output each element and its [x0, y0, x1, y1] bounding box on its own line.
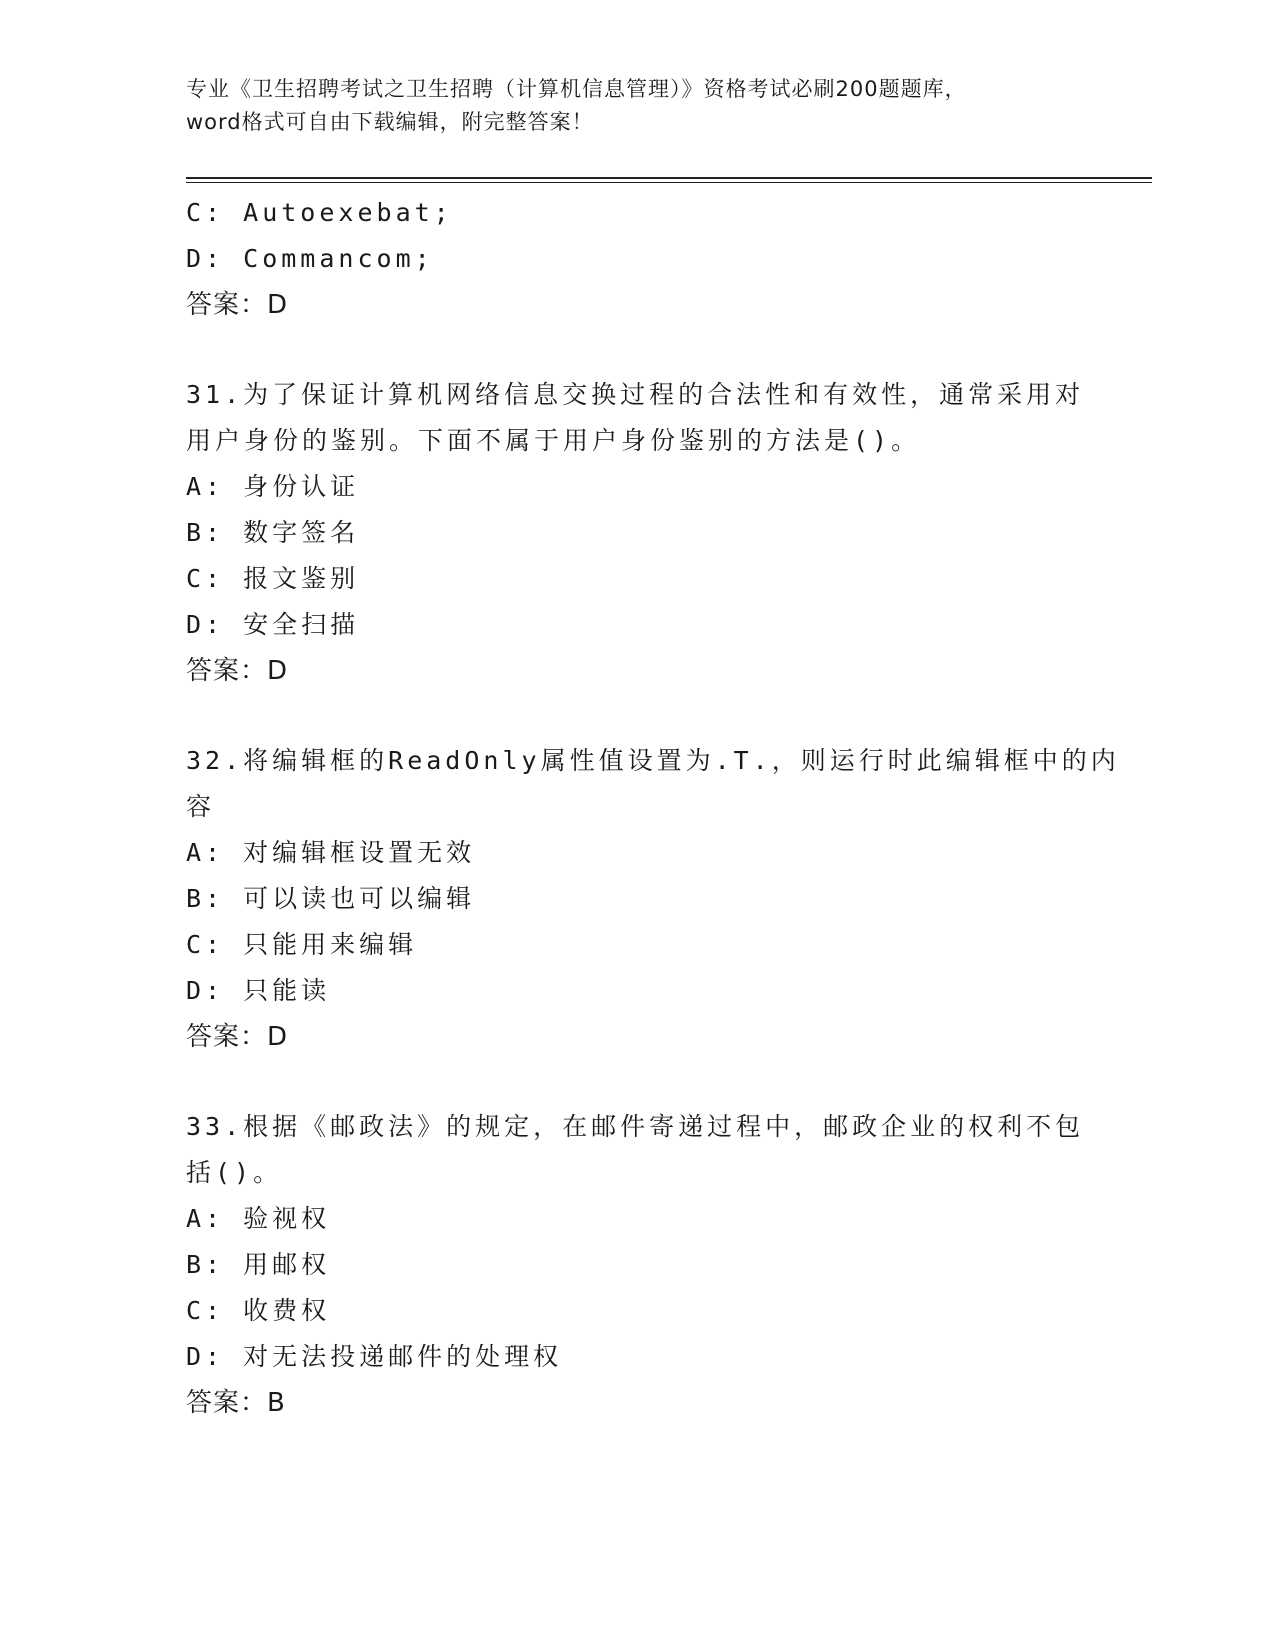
option-d: D: 只能读 [186, 976, 331, 1005]
header-title-line2: word格式可自由下载编辑，附完整答案！ [186, 110, 594, 134]
option-d: D: 安全扫描 [186, 610, 360, 639]
question-text-line2: 用户身份的鉴别。下面不属于用户身份鉴别的方法是()。 [186, 426, 921, 455]
question-text-line1: 33.根据《邮政法》的规定，在邮件寄递过程中，邮政企业的权利不包 [186, 1112, 1085, 1141]
option-b: B: 用邮权 [186, 1250, 331, 1279]
option-a: A: 验视权 [186, 1204, 331, 1233]
option-c: C: 只能用来编辑 [186, 930, 418, 959]
option-a: A: 对编辑框设置无效 [186, 838, 476, 867]
option-b: B: 可以读也可以编辑 [186, 884, 476, 913]
question-text-line2: 容 [186, 792, 216, 821]
option-c: C: 收费权 [186, 1296, 331, 1325]
document-body [186, 190, 1120, 1426]
question-text-line2: 括()。 [186, 1158, 283, 1187]
option-d: D: 对无法投递邮件的处理权 [186, 1342, 563, 1371]
option-d: D: Commancom; [186, 244, 434, 273]
header-title-line1: 专业《卫生招聘考试之卫生招聘（计算机信息管理）》资格考试必刷200题题库， [186, 77, 967, 101]
option-b: B: 数字签名 [186, 518, 360, 547]
header-divider-thin [186, 182, 1152, 183]
option-c: C: Autoexebat; [186, 198, 453, 227]
document-header [186, 73, 1066, 139]
option-a: A: 身份认证 [186, 472, 360, 501]
question-33 [186, 1104, 1086, 1426]
answer-line: 答案：B [186, 1388, 286, 1418]
question-text-line1: 31.为了保证计算机网络信息交换过程的合法性和有效性，通常采用对 [186, 380, 1085, 409]
answer-line: 答案：D [186, 1022, 289, 1052]
question-31 [186, 372, 1086, 694]
option-c: C: 报文鉴别 [186, 564, 360, 593]
previous-question-tail [186, 190, 1086, 328]
header-divider-thick [186, 177, 1152, 179]
answer-line: 答案：D [186, 290, 289, 320]
answer-line: 答案：D [186, 656, 289, 686]
question-text-line1: 32.将编辑框的ReadOnly属性值设置为.T.，则运行时此编辑框中的内 [186, 746, 1120, 775]
question-32 [186, 738, 1120, 1060]
